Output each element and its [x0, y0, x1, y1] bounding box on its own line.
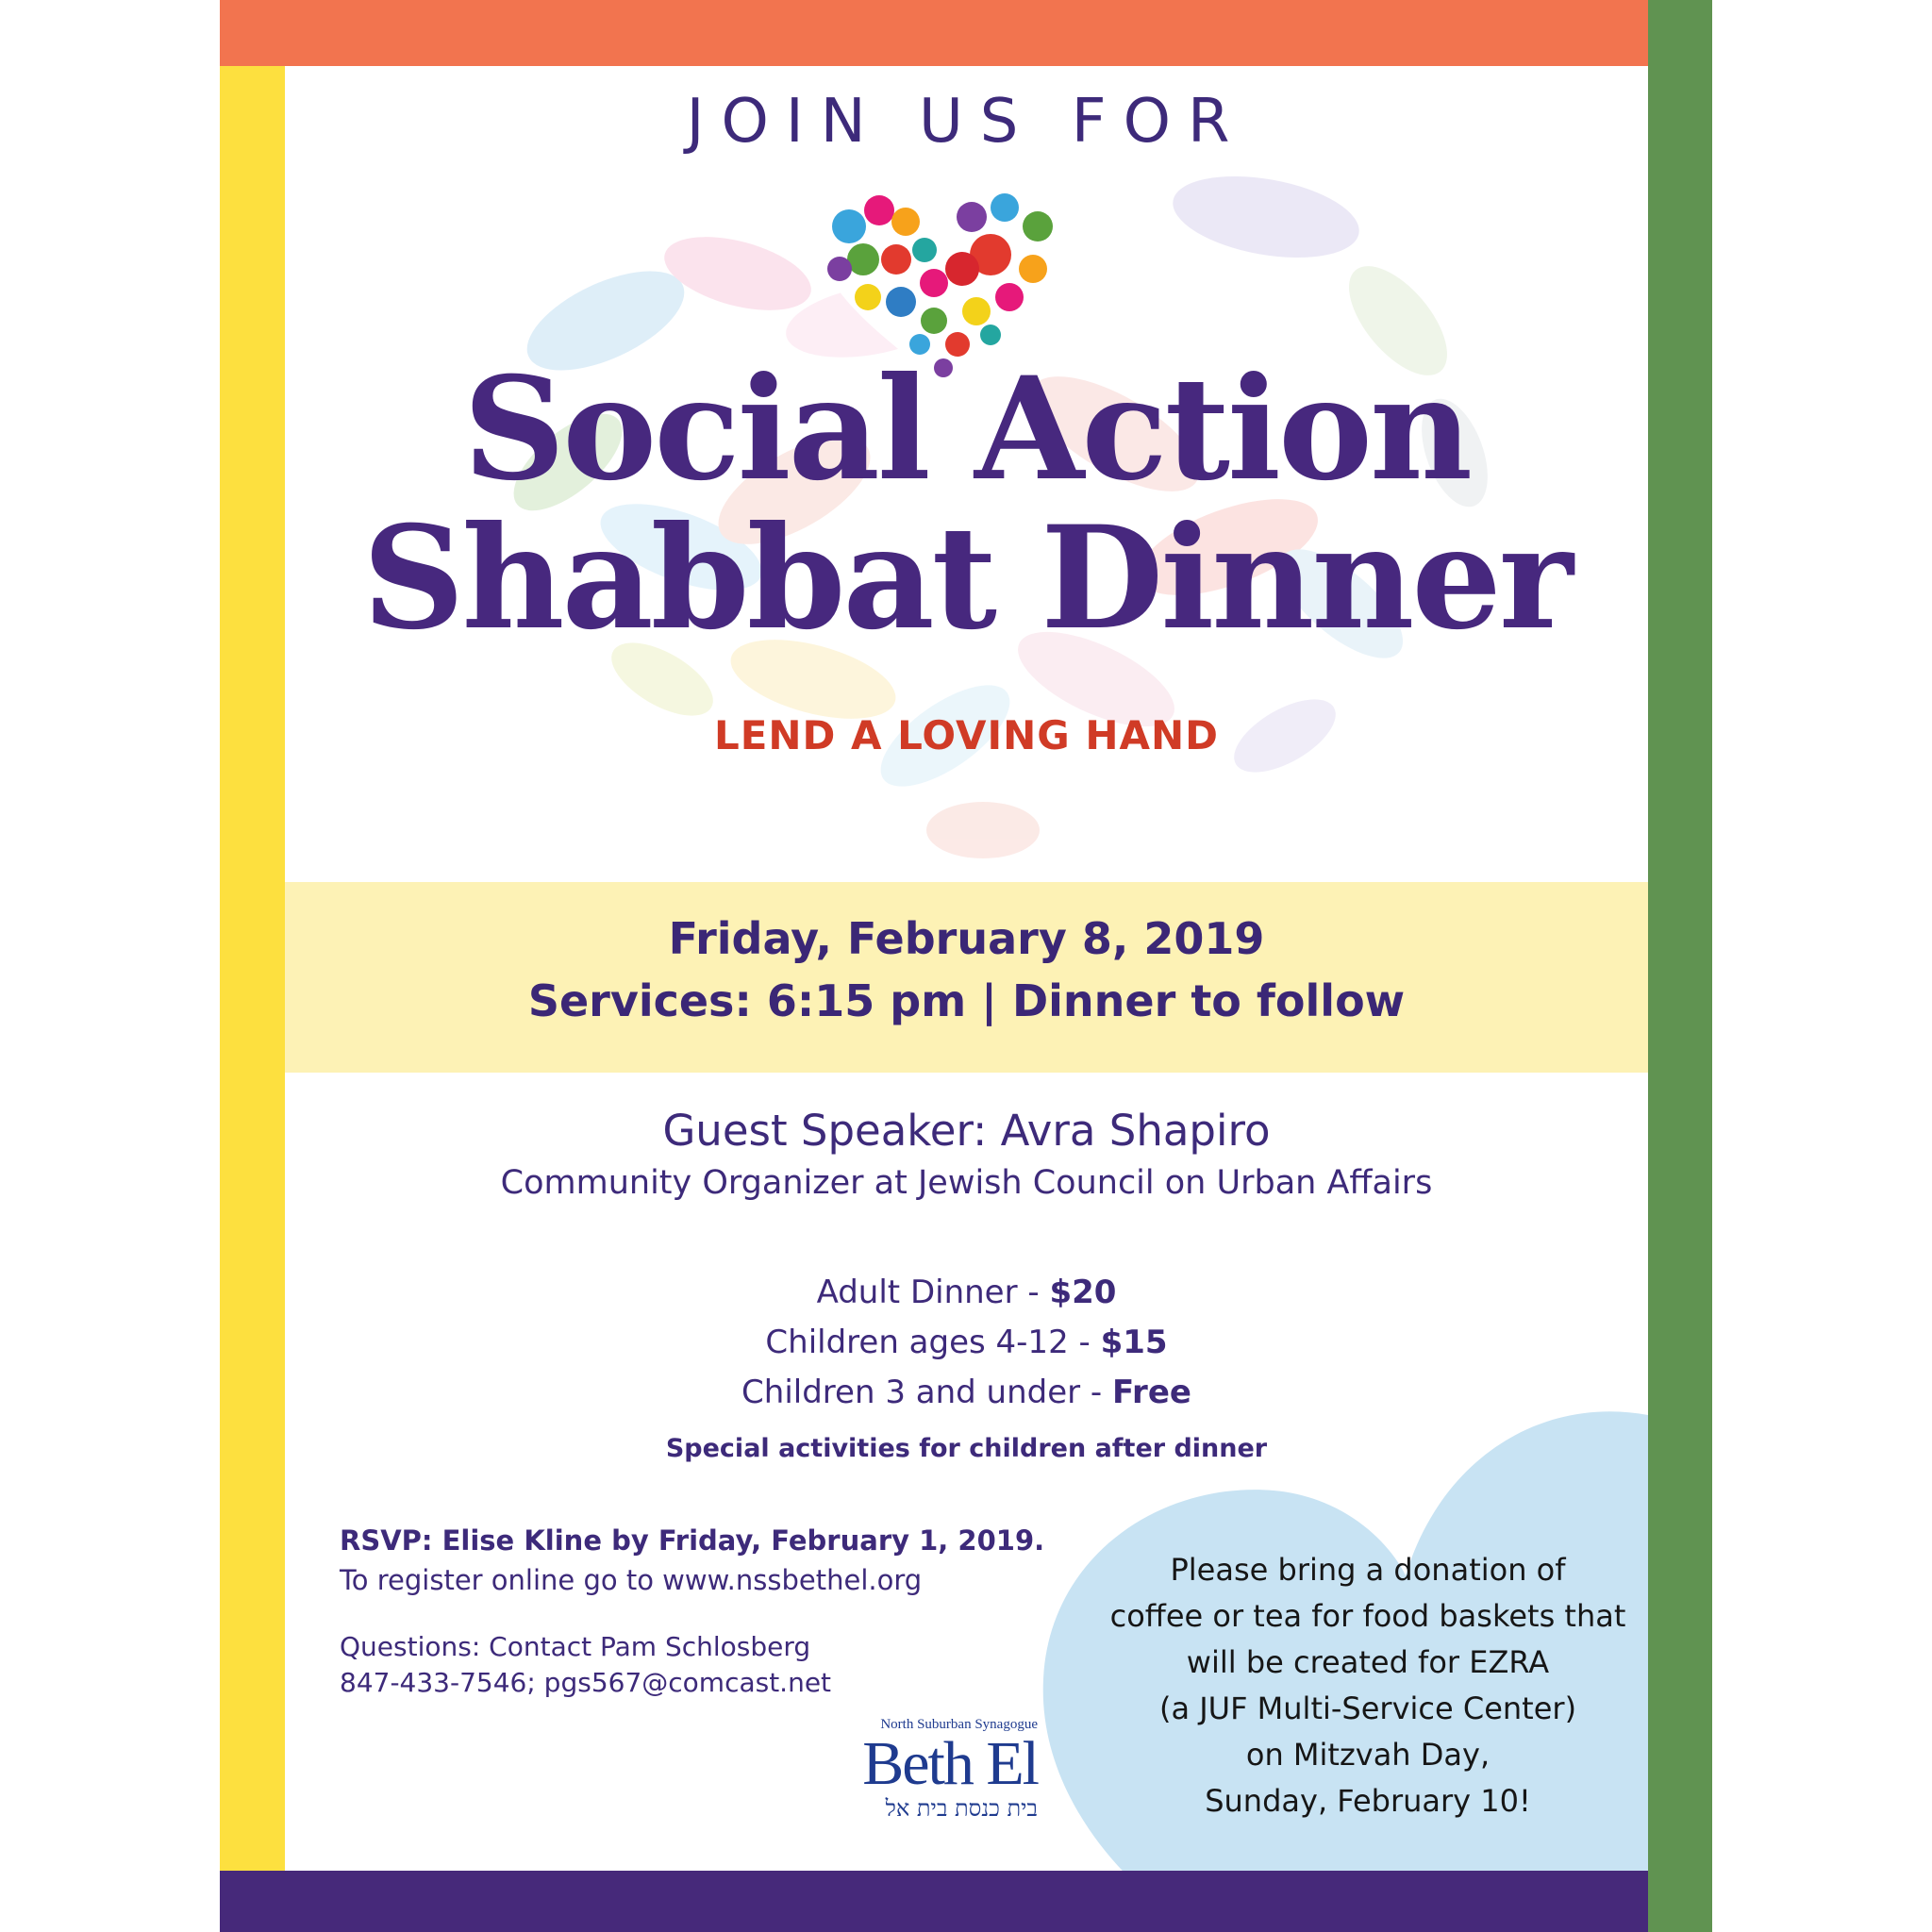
donation-line: coffee or tea for food baskets that: [1109, 1598, 1626, 1634]
price-label: Children ages 4-12 -: [765, 1324, 1101, 1361]
logo-name: Beth El: [862, 1729, 1038, 1798]
speaker-role: Community Organizer at Jewish Council on Urban Affairs: [500, 1164, 1433, 1202]
price-amount: $20: [1049, 1274, 1117, 1311]
beth-el-logo: [830, 1717, 1038, 1823]
event-schedule: Services: 6:15 pm | Dinner to follow: [527, 975, 1406, 1026]
rsvp-line: RSVP: Elise Kline by Friday, February 1, 2019.: [340, 1524, 1045, 1557]
event-date: Friday, February 8, 2019: [668, 913, 1265, 964]
donation-line: on Mitzvah Day,: [1245, 1737, 1491, 1773]
top-color-bar: [220, 0, 1648, 66]
price-amount: $15: [1100, 1324, 1168, 1361]
tagline: LEND A LOVING HAND: [713, 712, 1220, 758]
price-adult: [285, 1274, 1648, 1311]
intro-heading: JOIN US FOR: [686, 87, 1247, 157]
donation-line: (a JUF Multi-Service Center): [1158, 1690, 1577, 1726]
title-line-2: Shabbat Dinner: [362, 495, 1571, 661]
price-children: [285, 1324, 1648, 1361]
register-line[interactable]: To register online go to www.nssbethel.org: [340, 1564, 923, 1596]
bottom-color-bar: [220, 1871, 1648, 1932]
donation-line: Please bring a donation of: [1170, 1552, 1566, 1588]
price-label: Children 3 and under -: [741, 1374, 1112, 1411]
donation-line: will be created for EZRA: [1186, 1644, 1550, 1680]
activities-note: Special activities for children after dinner: [665, 1434, 1268, 1463]
speaker-heading: Guest Speaker: Avra Shapiro: [662, 1106, 1271, 1156]
questions-contact: Questions: Contact Pam Schlosberg: [340, 1631, 811, 1662]
questions-block: [340, 1629, 831, 1701]
left-color-bar: [220, 66, 285, 1871]
logo-hebrew: בית כנסת בית אל: [885, 1795, 1038, 1822]
title-line-1: Social Action: [462, 346, 1471, 512]
questions-phone-email[interactable]: 847-433-7546; pgs567@comcast.net: [340, 1667, 832, 1698]
donation-text: [1108, 1547, 1627, 1824]
logo-subtitle: North Suburban Synagogue: [880, 1717, 1038, 1732]
price-label: Adult Dinner -: [816, 1274, 1050, 1311]
donation-line: Sunday, February 10!: [1205, 1783, 1531, 1819]
rsvp-block: [340, 1521, 1044, 1600]
right-color-bar: [1648, 0, 1712, 1932]
price-amount: Free: [1112, 1374, 1191, 1411]
